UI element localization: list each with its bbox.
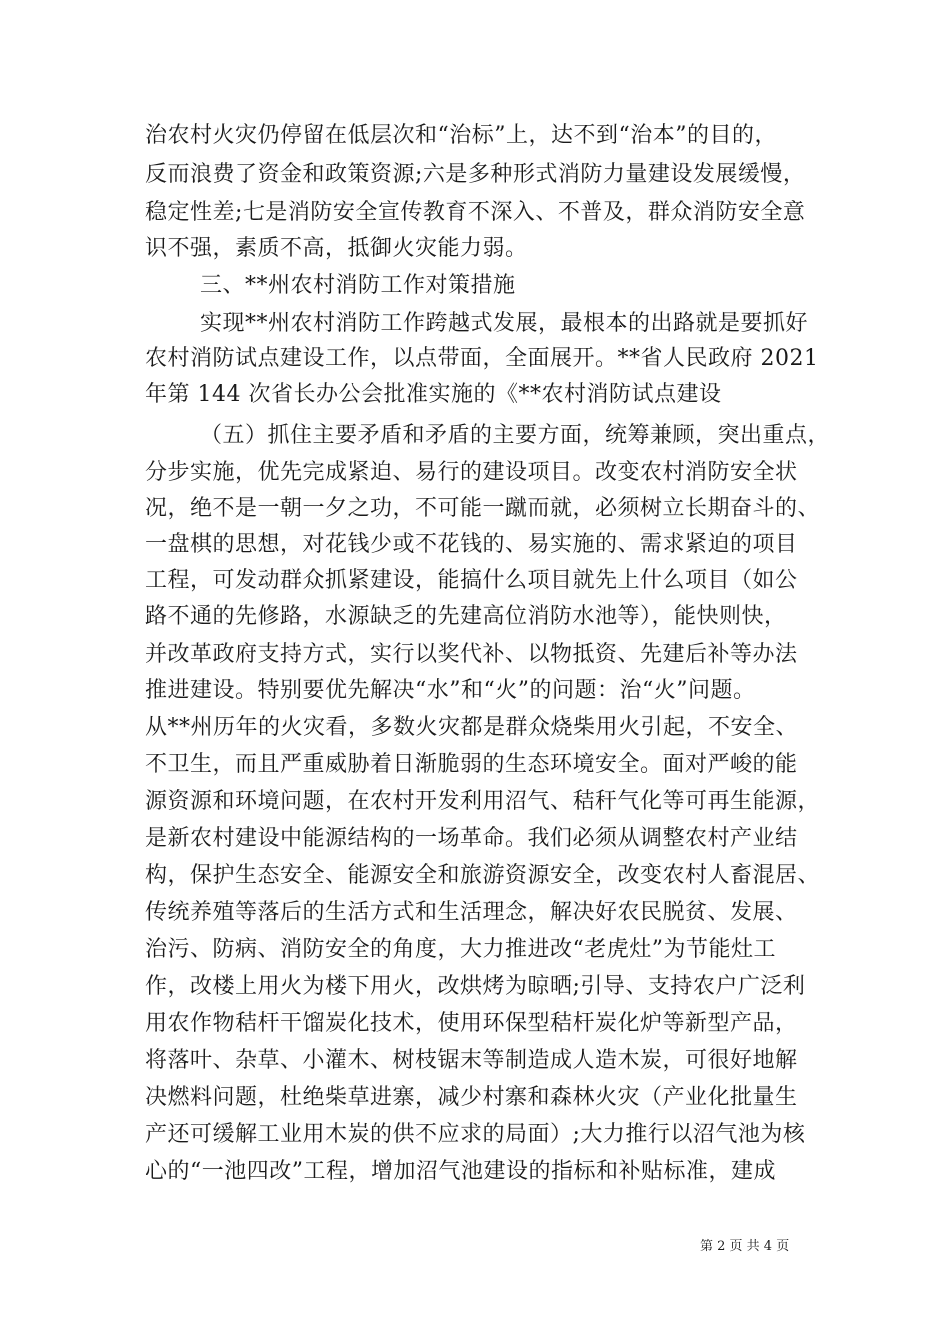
text-line: 作，改楼上用火为楼下用火，改烘烤为晾晒;引导、支持农户广泛利 — [145, 974, 806, 999]
text-line: 治污、防病、消防安全的角度，大力推进改“老虎灶”为节能灶工 — [145, 937, 776, 962]
text-line: 实现**州农村消防工作跨越式发展，最根本的出路就是要抓好 — [200, 311, 809, 336]
text-line: 况，绝不是一朝一夕之功，不可能一蹴而就，必须树立长期奋斗的、 — [145, 496, 821, 521]
text-line: 不卫生，而且严重威胁着日渐脆弱的生态环境安全。面对严峻的能 — [145, 752, 798, 777]
text-line: 路不通的先修路，水源缺乏的先建高位消防水池等），能快则快， — [145, 604, 787, 629]
text-line: 源资源和环境问题，在农村开发利用沼气、秸秆气化等可再生能源， — [145, 789, 821, 814]
page-number: 第 2 页 共 4 页 — [700, 1239, 790, 1254]
text-line: 传统养殖等落后的生活方式和生活理念，解决好农民脱贫、发展、 — [145, 900, 798, 925]
text-line: 并改革政府支持方式，实行以奖代补、以物抵资、先建后补等办法 — [145, 642, 798, 667]
text-line: 工程，可发动群众抓紧建设，能搞什么项目就先上什么项目（如公 — [145, 568, 798, 593]
text-line: 年第 144 次省长办公会批准实施的《**农村消防试点建设 — [145, 382, 722, 407]
text-line: 心的“一池四改”工程，增加沼气池建设的指标和补贴标准，建成 — [145, 1159, 776, 1184]
text-line: 识不强，素质不高，抵御火灾能力弱。 — [145, 236, 528, 261]
text-line: 是新农村建设中能源结构的一场革命。我们必须从调整农村产业结 — [145, 826, 798, 851]
text-line: 农村消防试点建设工作，以点带面，全面展开。**省人民政府 2021 — [145, 346, 819, 371]
text-line: 构，保护生态安全、能源安全和旅游资源安全，改变农村人畜混居、 — [145, 863, 821, 888]
text-line: 用农作物秸杆干馏炭化技术，使用环保型秸杆炭化炉等新型产品， — [145, 1011, 798, 1036]
text-line: 反而浪费了资金和政策资源;六是多种形式消防力量建设发展缓慢， — [145, 162, 806, 187]
text-line: 稳定性差;七是消防安全宣传教育不深入、不普及，群众消防安全意 — [145, 200, 806, 225]
text-line: 从**州历年的火灾看，多数火灾都是群众烧柴用火引起，不安全、 — [145, 715, 799, 740]
text-line: 分步实施，优先完成紧迫、易行的建设项目。改变农村消防安全状 — [145, 460, 798, 485]
text-line: （五）抓住主要矛盾和矛盾的主要方面，统筹兼顾，突出重点， — [200, 423, 831, 448]
text-line: 一盘棋的思想，对花钱少或不花钱的、易实施的、需求紧迫的项目 — [145, 532, 798, 557]
text-line: 将落叶、杂草、小灌木、树枝锯末等制造成人造木炭，可很好地解 — [145, 1048, 798, 1073]
text-line: 推进建设。特别要优先解决“水”和“火”的问题：治“火”问题。 — [145, 678, 756, 703]
text-line: 决燃料问题，杜绝柴草进寨，减少村寨和森林火灾（产业化批量生 — [145, 1085, 798, 1110]
text-line: 产还可缓解工业用木炭的供不应求的局面）;大力推行以沼气池为核 — [145, 1122, 806, 1147]
section-heading: 三、**州农村消防工作对策措施 — [200, 273, 516, 298]
text-line: 治农村火灾仍停留在低层次和“治标”上，达不到“治本”的目的， — [145, 123, 777, 148]
